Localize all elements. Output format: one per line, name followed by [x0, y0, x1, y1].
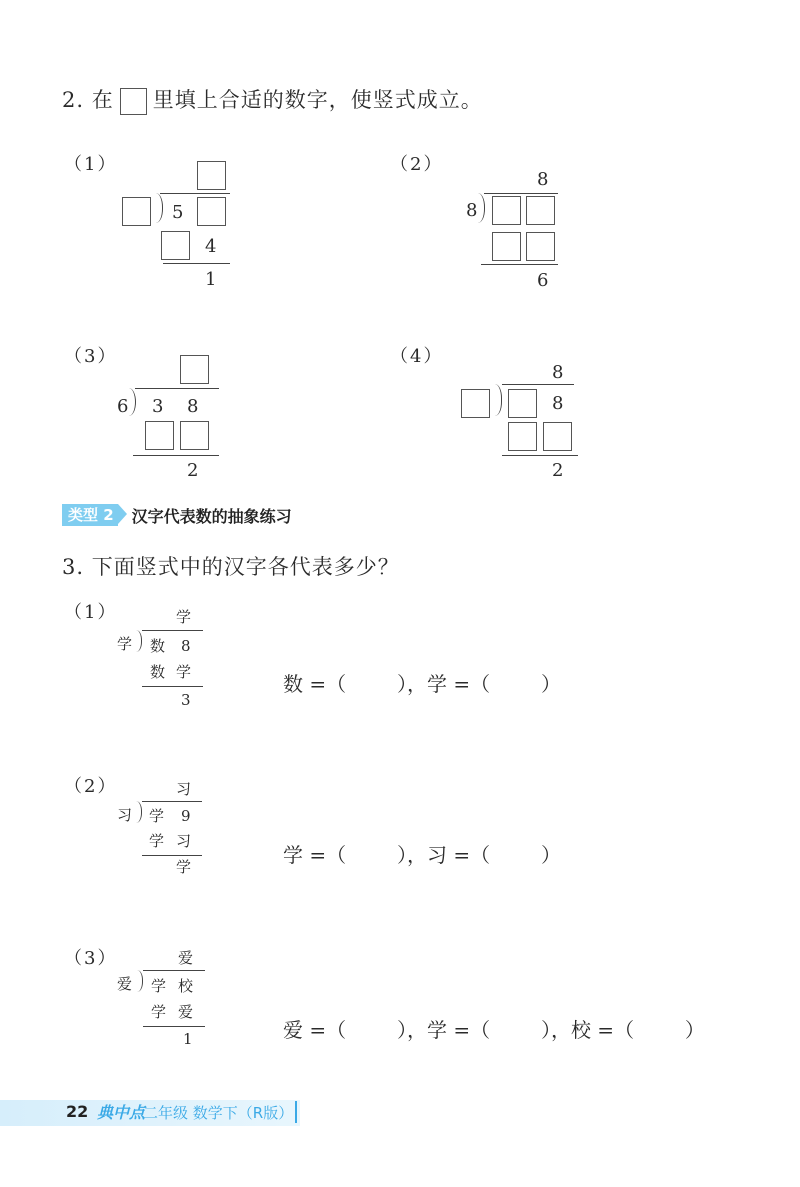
- q2-p2-bar: [484, 193, 558, 194]
- q2-p1-product-ones: 4: [205, 236, 217, 257]
- q2-p3-bar: [135, 388, 219, 389]
- q2-p3-label: （3）: [64, 346, 118, 367]
- q2-p3-dividend-ones: 8: [187, 396, 199, 417]
- q2-p2-line: [481, 264, 558, 265]
- brand-logo: 典中点: [97, 1103, 146, 1122]
- q3-p3-quotient: 爱: [178, 949, 194, 967]
- q2-p3-product-tens-box[interactable]: [145, 421, 174, 450]
- q3-p1-quotient: 学: [176, 608, 192, 626]
- q2-p2-product-ones-box[interactable]: [526, 232, 555, 261]
- q3-p2-divisor: 习: [117, 806, 133, 824]
- q2-p4-remainder: 2: [552, 460, 564, 481]
- q3-p1-bar: [142, 630, 203, 631]
- q2-p3-dividend-tens: 3: [152, 396, 164, 417]
- type-2-tag: 类型 2: [62, 504, 118, 526]
- q3-p3-bar: [143, 970, 205, 971]
- q2-p2-remainder: 6: [537, 270, 549, 291]
- q2-p2-quotient: 8: [537, 169, 549, 190]
- q2-p2-dividend-tens-box[interactable]: [492, 196, 521, 225]
- q2-p4-dividend-tens-box[interactable]: [508, 389, 537, 418]
- q2-p1-quotient-box[interactable]: [197, 161, 226, 190]
- question-2-title: [62, 84, 483, 115]
- q3-p3-label: （3）: [64, 948, 118, 969]
- q3-p2-dividend-a: 学: [149, 807, 165, 825]
- q2-p3-line: [133, 455, 219, 456]
- q3-p3-dividend-b: 校: [178, 977, 194, 995]
- q3-p2-bar: [142, 801, 202, 802]
- q3-p2-dividend-b: 9: [181, 807, 191, 825]
- q2-p3-product-ones-box[interactable]: [180, 421, 209, 450]
- type-2-header: [62, 504, 292, 526]
- footer-divider: [295, 1101, 297, 1123]
- q2-prefix: 在: [91, 88, 114, 112]
- q2-p4-bracket: [494, 384, 502, 416]
- q3-p3-remainder: 1: [183, 1030, 193, 1048]
- q2-p1-bar: [160, 193, 230, 194]
- q3-p1-product-b: 学: [176, 663, 192, 681]
- question-3-title: 3. 下面竖式中的汉字各代表多少？: [62, 555, 400, 579]
- q3-p3-product-b: 爱: [178, 1003, 194, 1021]
- q3-p3-divisor: 爱: [117, 975, 133, 993]
- q2-p4-quotient: 8: [552, 362, 564, 383]
- q2-p1-dividend-tens: 5: [172, 202, 184, 223]
- q2-p3-quotient-box[interactable]: [180, 355, 209, 384]
- q2-p4-line: [502, 455, 578, 456]
- q3-p2-bracket: [135, 801, 142, 823]
- q3-p2-answer[interactable]: 学 =（ ），习 =（ ）: [283, 843, 561, 867]
- q3-p3-product-a: 学: [151, 1003, 167, 1021]
- q2-p4-product-ones-box[interactable]: [543, 422, 572, 451]
- q3-p1-product-a: 数: [150, 663, 166, 681]
- q2-p1-remainder: 1: [205, 269, 217, 290]
- q3-p1-answer[interactable]: 数 =（ ），学 =（ ）: [283, 672, 561, 696]
- q3-p1-bracket: [135, 630, 142, 652]
- q3-p1-divisor: 学: [117, 635, 133, 653]
- q2-p2-divisor: 8: [466, 200, 478, 221]
- page-number: 22: [66, 1102, 89, 1121]
- q2-p4-product-tens-box[interactable]: [508, 422, 537, 451]
- q3-p3-bracket: [136, 970, 143, 992]
- q2-p1-line: [163, 263, 230, 264]
- q3-p1-remainder: 3: [181, 691, 191, 709]
- q3-p2-product-b: 习: [176, 832, 192, 850]
- q2-p3-remainder: 2: [187, 460, 199, 481]
- q2-p2-label: （2）: [390, 154, 444, 175]
- q2-p1-divisor-box[interactable]: [122, 197, 151, 226]
- q3-p2-remainder: 学: [176, 858, 192, 876]
- q3-p3-line: [143, 1026, 205, 1027]
- q2-p4-dividend-ones: 8: [552, 393, 564, 414]
- q3-p2-line: [142, 855, 202, 856]
- q3-p1-dividend-b: 8: [181, 637, 191, 655]
- q3-p2-product-a: 学: [149, 832, 165, 850]
- book-title: 二年级 数学下（R版）: [143, 1104, 294, 1122]
- type-2-title: 汉字代表数的抽象练习: [131, 506, 292, 526]
- q3-p2-label: （2）: [64, 776, 118, 797]
- q2-number: 2.: [62, 88, 85, 112]
- blank-box-sample: [120, 88, 147, 115]
- q2-p3-divisor: 6: [117, 396, 129, 417]
- q2-p2-bracket: [477, 193, 485, 223]
- q3-p1-dividend-a: 数: [150, 637, 166, 655]
- q2-p1-label: （1）: [64, 154, 118, 175]
- q3-p3-answer[interactable]: 爱 =（ ），学 =（ ），校 =（ ）: [283, 1018, 705, 1042]
- q2-p4-bar: [502, 384, 574, 385]
- q2-p4-label: （4）: [390, 346, 444, 367]
- q3-p1-line: [142, 686, 203, 687]
- q2-p1-product-tens-box[interactable]: [161, 231, 190, 260]
- q2-p1-bracket: [155, 193, 163, 223]
- q2-suffix: 里填上合适的数字，使竖式成立。: [152, 88, 483, 112]
- q3-p2-quotient: 习: [176, 780, 192, 798]
- q2-p2-dividend-ones-box[interactable]: [526, 196, 555, 225]
- q2-p4-divisor-box[interactable]: [461, 389, 490, 418]
- q2-p2-product-tens-box[interactable]: [492, 232, 521, 261]
- q3-p3-dividend-a: 学: [151, 977, 167, 995]
- q3-p1-label: （1）: [64, 602, 118, 623]
- q2-p1-dividend-ones-box[interactable]: [197, 197, 226, 226]
- q2-p3-bracket: [128, 388, 136, 416]
